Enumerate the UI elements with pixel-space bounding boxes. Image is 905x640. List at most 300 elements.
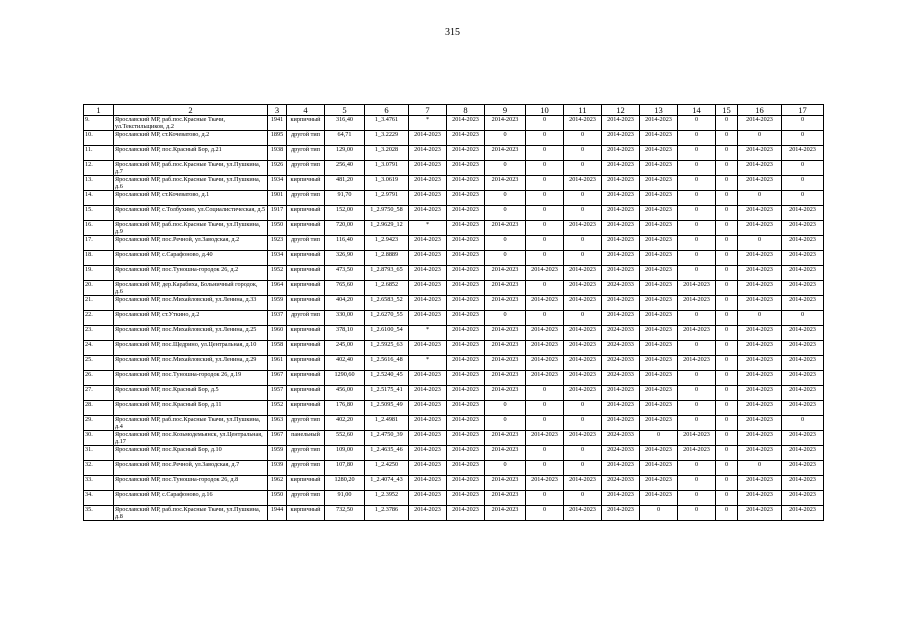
- address-cell: Ярославский МР, пос.Туношна-городок 26, д.8: [114, 476, 268, 491]
- column-header: 7: [409, 105, 447, 116]
- table-cell: 2014-2023: [526, 371, 564, 386]
- table-cell: другой тип: [287, 161, 325, 176]
- table-cell: 2014-2023: [409, 491, 447, 506]
- table-cell: 0: [678, 506, 716, 521]
- table-cell: 2014-2023: [640, 461, 678, 476]
- table-cell: 2014-2023: [409, 191, 447, 206]
- table-cell: 2014-2023: [738, 371, 782, 386]
- table-cell: 2014-2023: [782, 401, 824, 416]
- table-row: [84, 236, 824, 251]
- table-cell: 2014-2023: [485, 326, 526, 341]
- housing-register-table: [83, 104, 823, 521]
- table-cell: 152,00: [325, 206, 365, 221]
- table-cell: 2014-2023: [640, 476, 678, 491]
- column-header: 6: [365, 105, 409, 116]
- address-cell: Ярославский МР, с.Толбухино, ул.Социалистическая, д.5: [114, 206, 268, 221]
- column-header: 3: [268, 105, 287, 116]
- table-cell: 0: [564, 446, 602, 461]
- table-cell: 2014-2023: [602, 266, 640, 281]
- table-cell: 2014-2023: [526, 296, 564, 311]
- table-cell: 2014-2023: [782, 266, 824, 281]
- table-cell: 2014-2023: [782, 491, 824, 506]
- table-cell: 0: [716, 146, 738, 161]
- table-cell: 29.: [84, 416, 114, 431]
- table-cell: другой тип: [287, 446, 325, 461]
- table-cell: 2014-2023: [447, 161, 485, 176]
- table-cell: 2014-2023: [602, 236, 640, 251]
- table-cell: 2014-2023: [738, 326, 782, 341]
- table-cell: 0: [678, 116, 716, 131]
- table-cell: 0: [678, 371, 716, 386]
- table-cell: 0: [782, 176, 824, 191]
- address-cell: Ярославский МР, раб.пос.Красные Ткачи, ул.Пушкина, д.6: [114, 176, 268, 191]
- table-cell: 2014-2023: [782, 281, 824, 296]
- table-cell: 0: [716, 416, 738, 431]
- table-cell: 26.: [84, 371, 114, 386]
- table-cell: 14.: [84, 191, 114, 206]
- table-cell: 402,20: [325, 416, 365, 431]
- table-row: [84, 296, 824, 311]
- table-row: [84, 311, 824, 326]
- table-cell: 2014-2023: [447, 401, 485, 416]
- table-cell: 2014-2023: [526, 431, 564, 446]
- table-cell: кирпичный: [287, 506, 325, 521]
- table-cell: 0: [678, 206, 716, 221]
- table-cell: 0: [678, 386, 716, 401]
- table-cell: 2014-2023: [782, 206, 824, 221]
- table-cell: кирпичный: [287, 206, 325, 221]
- table-cell: 2014-2023: [782, 296, 824, 311]
- table-cell: 0: [678, 491, 716, 506]
- table-cell: 2014-2023: [782, 431, 824, 446]
- table-cell: 0: [526, 146, 564, 161]
- table-cell: 0: [485, 131, 526, 146]
- table-cell: 2024-2033: [602, 446, 640, 461]
- table-cell: 0: [678, 236, 716, 251]
- table-cell: 30.: [84, 431, 114, 446]
- table-cell: 0: [738, 131, 782, 146]
- address-cell: Ярославский МР, дер.Карабиха, Больничный городок, д.6: [114, 281, 268, 296]
- table-cell: 1_2.4635_46: [365, 446, 409, 461]
- header-row: [84, 105, 824, 116]
- table-cell: 2014-2023: [738, 416, 782, 431]
- table-cell: 0: [716, 161, 738, 176]
- table-cell: 0: [716, 221, 738, 236]
- table-cell: 2014-2023: [738, 266, 782, 281]
- table-cell: 0: [738, 236, 782, 251]
- address-cell: Ярославский МР, пос.Речной, ул.Заводская, д.2: [114, 236, 268, 251]
- table-row: [84, 341, 824, 356]
- address-cell: Ярославский МР, с.Сарафоново, д.16: [114, 491, 268, 506]
- table-cell: 1952: [268, 266, 287, 281]
- column-header: 10: [526, 105, 564, 116]
- table-cell: 1_3.0619: [365, 176, 409, 191]
- table-cell: 0: [716, 356, 738, 371]
- table-cell: 0: [526, 176, 564, 191]
- table-cell: 0: [716, 251, 738, 266]
- table-cell: 732,50: [325, 506, 365, 521]
- table-cell: 2014-2023: [485, 281, 526, 296]
- table-cell: 1_3.2229: [365, 131, 409, 146]
- table-cell: 107,80: [325, 461, 365, 476]
- table-cell: 19.: [84, 266, 114, 281]
- table-cell: 2014-2023: [485, 476, 526, 491]
- table-cell: 0: [485, 251, 526, 266]
- table-cell: 2014-2023: [640, 236, 678, 251]
- table-cell: 2014-2023: [678, 446, 716, 461]
- table-cell: 1_2.4981: [365, 416, 409, 431]
- table-cell: 0: [782, 416, 824, 431]
- table-cell: 1_2.5240_45: [365, 371, 409, 386]
- table-row: [84, 281, 824, 296]
- table-cell: 23.: [84, 326, 114, 341]
- table-cell: 1923: [268, 236, 287, 251]
- table-cell: 0: [564, 146, 602, 161]
- table-cell: 404,20: [325, 296, 365, 311]
- table-cell: 1_2.9629_12: [365, 221, 409, 236]
- table-cell: 2014-2023: [409, 446, 447, 461]
- table-cell: 176,80: [325, 401, 365, 416]
- table-cell: 1934: [268, 176, 287, 191]
- table-cell: 0: [678, 191, 716, 206]
- table-cell: 1_2.8889: [365, 251, 409, 266]
- table-cell: 2014-2023: [602, 506, 640, 521]
- table-cell: 1_2.4250: [365, 461, 409, 476]
- table-cell: 0: [716, 326, 738, 341]
- address-cell: Ярославский МР, пос.Красный Бор, д.5: [114, 386, 268, 401]
- table-cell: 2014-2023: [640, 296, 678, 311]
- column-header: 12: [602, 105, 640, 116]
- table-cell: кирпичный: [287, 341, 325, 356]
- table-cell: 2014-2023: [409, 251, 447, 266]
- table-cell: 1939: [268, 461, 287, 476]
- table-cell: 0: [526, 206, 564, 221]
- address-cell: Ярославский МР, раб.пос.Красные Ткачи, ул.Пушкина, д.7: [114, 161, 268, 176]
- column-header: 9: [485, 105, 526, 116]
- table-cell: другой тип: [287, 416, 325, 431]
- table-cell: кирпичный: [287, 251, 325, 266]
- table-cell: 2014-2023: [602, 221, 640, 236]
- table-cell: 2014-2023: [782, 326, 824, 341]
- table-cell: 2014-2023: [564, 281, 602, 296]
- table-cell: 2014-2023: [602, 131, 640, 146]
- table-cell: кирпичный: [287, 371, 325, 386]
- table-row: [84, 266, 824, 281]
- table-cell: 2014-2023: [782, 461, 824, 476]
- table-cell: 2014-2023: [738, 341, 782, 356]
- table-cell: кирпичный: [287, 176, 325, 191]
- page-number: 315: [445, 27, 460, 38]
- table-cell: 0: [485, 161, 526, 176]
- table-row: [84, 131, 824, 146]
- table-cell: 2014-2023: [485, 506, 526, 521]
- table-cell: 0: [526, 281, 564, 296]
- table-cell: 1937: [268, 311, 287, 326]
- table-cell: 2014-2023: [564, 326, 602, 341]
- table-cell: 2014-2023: [602, 161, 640, 176]
- address-cell: Ярославский МР, ст.Уткино, д.2: [114, 311, 268, 326]
- address-cell: Ярославский МР, пос.Речной, ул.Заводская, д.7: [114, 461, 268, 476]
- table-cell: 2014-2023: [447, 446, 485, 461]
- table-cell: 2014-2023: [409, 476, 447, 491]
- table-cell: 326,90: [325, 251, 365, 266]
- table-cell: 2014-2023: [678, 281, 716, 296]
- table-cell: 2014-2023: [640, 176, 678, 191]
- table-cell: 1944: [268, 506, 287, 521]
- table-cell: 2014-2023: [564, 176, 602, 191]
- table-cell: 0: [526, 446, 564, 461]
- table-row: [84, 191, 824, 206]
- table-cell: 0: [564, 251, 602, 266]
- table-cell: 0: [678, 401, 716, 416]
- table-cell: 2014-2023: [738, 281, 782, 296]
- table-cell: 0: [678, 461, 716, 476]
- table-cell: 21.: [84, 296, 114, 311]
- table-cell: 2014-2023: [782, 446, 824, 461]
- table-cell: 64,71: [325, 131, 365, 146]
- table-cell: 2014-2023: [526, 341, 564, 356]
- table-row: [84, 461, 824, 476]
- table-cell: 0: [678, 221, 716, 236]
- table-cell: кирпичный: [287, 401, 325, 416]
- table-cell: 2014-2023: [409, 371, 447, 386]
- table-cell: 2014-2023: [564, 341, 602, 356]
- table-cell: 2014-2023: [447, 311, 485, 326]
- table-cell: 2014-2023: [738, 356, 782, 371]
- table-cell: 2014-2023: [640, 146, 678, 161]
- table-cell: 0: [526, 236, 564, 251]
- table-cell: 10.: [84, 131, 114, 146]
- table-cell: 0: [782, 131, 824, 146]
- table-cell: 2014-2023: [447, 416, 485, 431]
- table-cell: 0: [526, 116, 564, 131]
- table-cell: 0: [485, 206, 526, 221]
- table-cell: 1_2.6100_54: [365, 326, 409, 341]
- table-cell: 0: [716, 236, 738, 251]
- table-cell: 2014-2023: [602, 116, 640, 131]
- table-cell: 0: [716, 116, 738, 131]
- table-cell: 2014-2023: [678, 356, 716, 371]
- table-cell: 2014-2023: [447, 236, 485, 251]
- table-cell: 0: [716, 386, 738, 401]
- table-cell: 1_2.5925_63: [365, 341, 409, 356]
- address-cell: Ярославский МР, пос.Туношна-городок 26, д.19: [114, 371, 268, 386]
- table-cell: 1934: [268, 251, 287, 266]
- table-row: [84, 326, 824, 341]
- table-cell: 2014-2023: [602, 176, 640, 191]
- address-cell: Ярославский МР, раб.пос.Красные Ткачи, ул.Пушкина, д.8: [114, 506, 268, 521]
- table-cell: 2014-2023: [782, 251, 824, 266]
- table-cell: 2014-2023: [602, 191, 640, 206]
- table-cell: 2014-2023: [485, 146, 526, 161]
- table-cell: 27.: [84, 386, 114, 401]
- table-cell: 2014-2023: [447, 431, 485, 446]
- table-cell: 0: [526, 401, 564, 416]
- table-cell: 2024-2033: [602, 371, 640, 386]
- table-cell: 0: [716, 176, 738, 191]
- table-cell: 2014-2023: [526, 356, 564, 371]
- table-cell: кирпичный: [287, 116, 325, 131]
- table-cell: 1959: [268, 446, 287, 461]
- table-cell: 0: [526, 221, 564, 236]
- table-cell: 2014-2023: [447, 206, 485, 221]
- table-cell: другой тип: [287, 236, 325, 251]
- table-cell: 2024-2033: [602, 476, 640, 491]
- table-cell: 2014-2023: [564, 296, 602, 311]
- table-cell: 0: [716, 401, 738, 416]
- table-cell: 2014-2023: [640, 251, 678, 266]
- table-cell: 0: [564, 461, 602, 476]
- table-cell: 2014-2023: [447, 491, 485, 506]
- table-cell: 2014-2023: [738, 146, 782, 161]
- table-cell: 316,40: [325, 116, 365, 131]
- table-cell: 0: [564, 131, 602, 146]
- table-cell: 0: [716, 491, 738, 506]
- table-cell: 2014-2023: [738, 401, 782, 416]
- table-cell: 12.: [84, 161, 114, 176]
- table-cell: 1967: [268, 431, 287, 446]
- table-cell: 0: [526, 491, 564, 506]
- table-cell: 2014-2023: [782, 476, 824, 491]
- table-cell: 109,00: [325, 446, 365, 461]
- table-cell: 2014-2023: [602, 461, 640, 476]
- column-header: 16: [738, 105, 782, 116]
- column-header: 4: [287, 105, 325, 116]
- table-cell: 2014-2023: [602, 386, 640, 401]
- table-cell: 0: [526, 161, 564, 176]
- table-cell: 2014-2023: [447, 281, 485, 296]
- table-cell: 0: [716, 296, 738, 311]
- table-cell: 0: [526, 131, 564, 146]
- table-cell: 2014-2023: [485, 296, 526, 311]
- column-header: 13: [640, 105, 678, 116]
- table-cell: 2014-2023: [409, 341, 447, 356]
- table-cell: 2014-2023: [564, 266, 602, 281]
- table-cell: 2014-2023: [640, 206, 678, 221]
- table-cell: 1_2.9791: [365, 191, 409, 206]
- table-cell: 1950: [268, 221, 287, 236]
- table-cell: 2014-2023: [447, 326, 485, 341]
- table-cell: 0: [485, 416, 526, 431]
- table-cell: 2014-2023: [409, 236, 447, 251]
- table-cell: 2014-2023: [640, 281, 678, 296]
- table-cell: 2014-2023: [409, 206, 447, 221]
- table-cell: 473,50: [325, 266, 365, 281]
- table-cell: 2014-2023: [640, 356, 678, 371]
- table-cell: 0: [564, 191, 602, 206]
- table-cell: 2014-2023: [447, 116, 485, 131]
- table-cell: 1_2.8793_65: [365, 266, 409, 281]
- table-cell: 2014-2023: [738, 296, 782, 311]
- table-cell: 0: [678, 131, 716, 146]
- table-cell: 2014-2023: [738, 386, 782, 401]
- table-cell: *: [409, 356, 447, 371]
- table-row: [84, 446, 824, 461]
- address-cell: Ярославский МР, пос.Красный Бор, д.21: [114, 146, 268, 161]
- table-cell: 0: [716, 281, 738, 296]
- table-cell: 0: [716, 341, 738, 356]
- table-cell: 2014-2023: [640, 401, 678, 416]
- table-cell: 2014-2023: [602, 401, 640, 416]
- table-cell: 1964: [268, 281, 287, 296]
- table-cell: 2014-2023: [782, 236, 824, 251]
- table-cell: 2014-2023: [447, 371, 485, 386]
- table-cell: 1_2.5616_48: [365, 356, 409, 371]
- table-cell: 2014-2023: [447, 251, 485, 266]
- table-cell: 2014-2023: [485, 491, 526, 506]
- table-cell: 2014-2023: [640, 341, 678, 356]
- table-cell: 1_2.6270_55: [365, 311, 409, 326]
- table-cell: 0: [564, 206, 602, 221]
- table-cell: 2014-2023: [640, 221, 678, 236]
- table-cell: панельный: [287, 431, 325, 446]
- table-cell: 0: [716, 266, 738, 281]
- table-row: [84, 176, 824, 191]
- table-cell: 0: [716, 476, 738, 491]
- table-cell: 1_2.5095_49: [365, 401, 409, 416]
- table-row: [84, 221, 824, 236]
- table-cell: 0: [782, 116, 824, 131]
- address-cell: Ярославский МР, пос.Козьмодемьянск, ул.Центральная, д.17: [114, 431, 268, 446]
- table-cell: 0: [526, 506, 564, 521]
- address-cell: Ярославский МР, с.Сарафоново, д.40: [114, 251, 268, 266]
- table-row: [84, 146, 824, 161]
- table-cell: 2014-2023: [640, 191, 678, 206]
- table-cell: 2014-2023: [640, 491, 678, 506]
- table-cell: 2014-2023: [564, 506, 602, 521]
- table-cell: 2014-2023: [640, 116, 678, 131]
- table-cell: 1958: [268, 341, 287, 356]
- table-cell: 2014-2023: [678, 326, 716, 341]
- table-body: [84, 116, 824, 521]
- address-cell: Ярославский МР, пос.Михайловский, ул.Ленина, д.29: [114, 356, 268, 371]
- table-cell: 1_2.3952: [365, 491, 409, 506]
- table-row: [84, 356, 824, 371]
- table-cell: 2014-2023: [782, 371, 824, 386]
- table-cell: 2014-2023: [564, 221, 602, 236]
- table-cell: 1938: [268, 146, 287, 161]
- table-row: [84, 476, 824, 491]
- table-cell: 1_3.4761: [365, 116, 409, 131]
- table-cell: 1_2.6583_52: [365, 296, 409, 311]
- table-cell: 0: [716, 191, 738, 206]
- table-cell: 0: [716, 371, 738, 386]
- table-cell: 13.: [84, 176, 114, 191]
- table-cell: 116,40: [325, 236, 365, 251]
- table-cell: 2014-2023: [738, 431, 782, 446]
- table-cell: 2014-2023: [602, 206, 640, 221]
- table-cell: 1957: [268, 386, 287, 401]
- table-cell: другой тип: [287, 311, 325, 326]
- table-cell: 0: [485, 311, 526, 326]
- table-cell: 0: [782, 191, 824, 206]
- table-cell: 552,60: [325, 431, 365, 446]
- address-cell: Ярославский МР, ст.Кочеватово, д.1: [114, 191, 268, 206]
- table-cell: 2014-2023: [640, 311, 678, 326]
- column-header: 1: [84, 105, 114, 116]
- table-cell: 2014-2023: [485, 266, 526, 281]
- table-cell: 2014-2023: [738, 476, 782, 491]
- table-cell: 0: [738, 311, 782, 326]
- table-cell: 2014-2023: [738, 446, 782, 461]
- table-cell: 2014-2023: [782, 386, 824, 401]
- table-cell: 18.: [84, 251, 114, 266]
- table-cell: 1_2.6852: [365, 281, 409, 296]
- table-cell: 2014-2023: [602, 491, 640, 506]
- address-cell: Ярославский МР, раб.пос.Красные Ткачи, ул.Пушкина, д.9: [114, 221, 268, 236]
- table-cell: кирпичный: [287, 386, 325, 401]
- table-cell: кирпичный: [287, 221, 325, 236]
